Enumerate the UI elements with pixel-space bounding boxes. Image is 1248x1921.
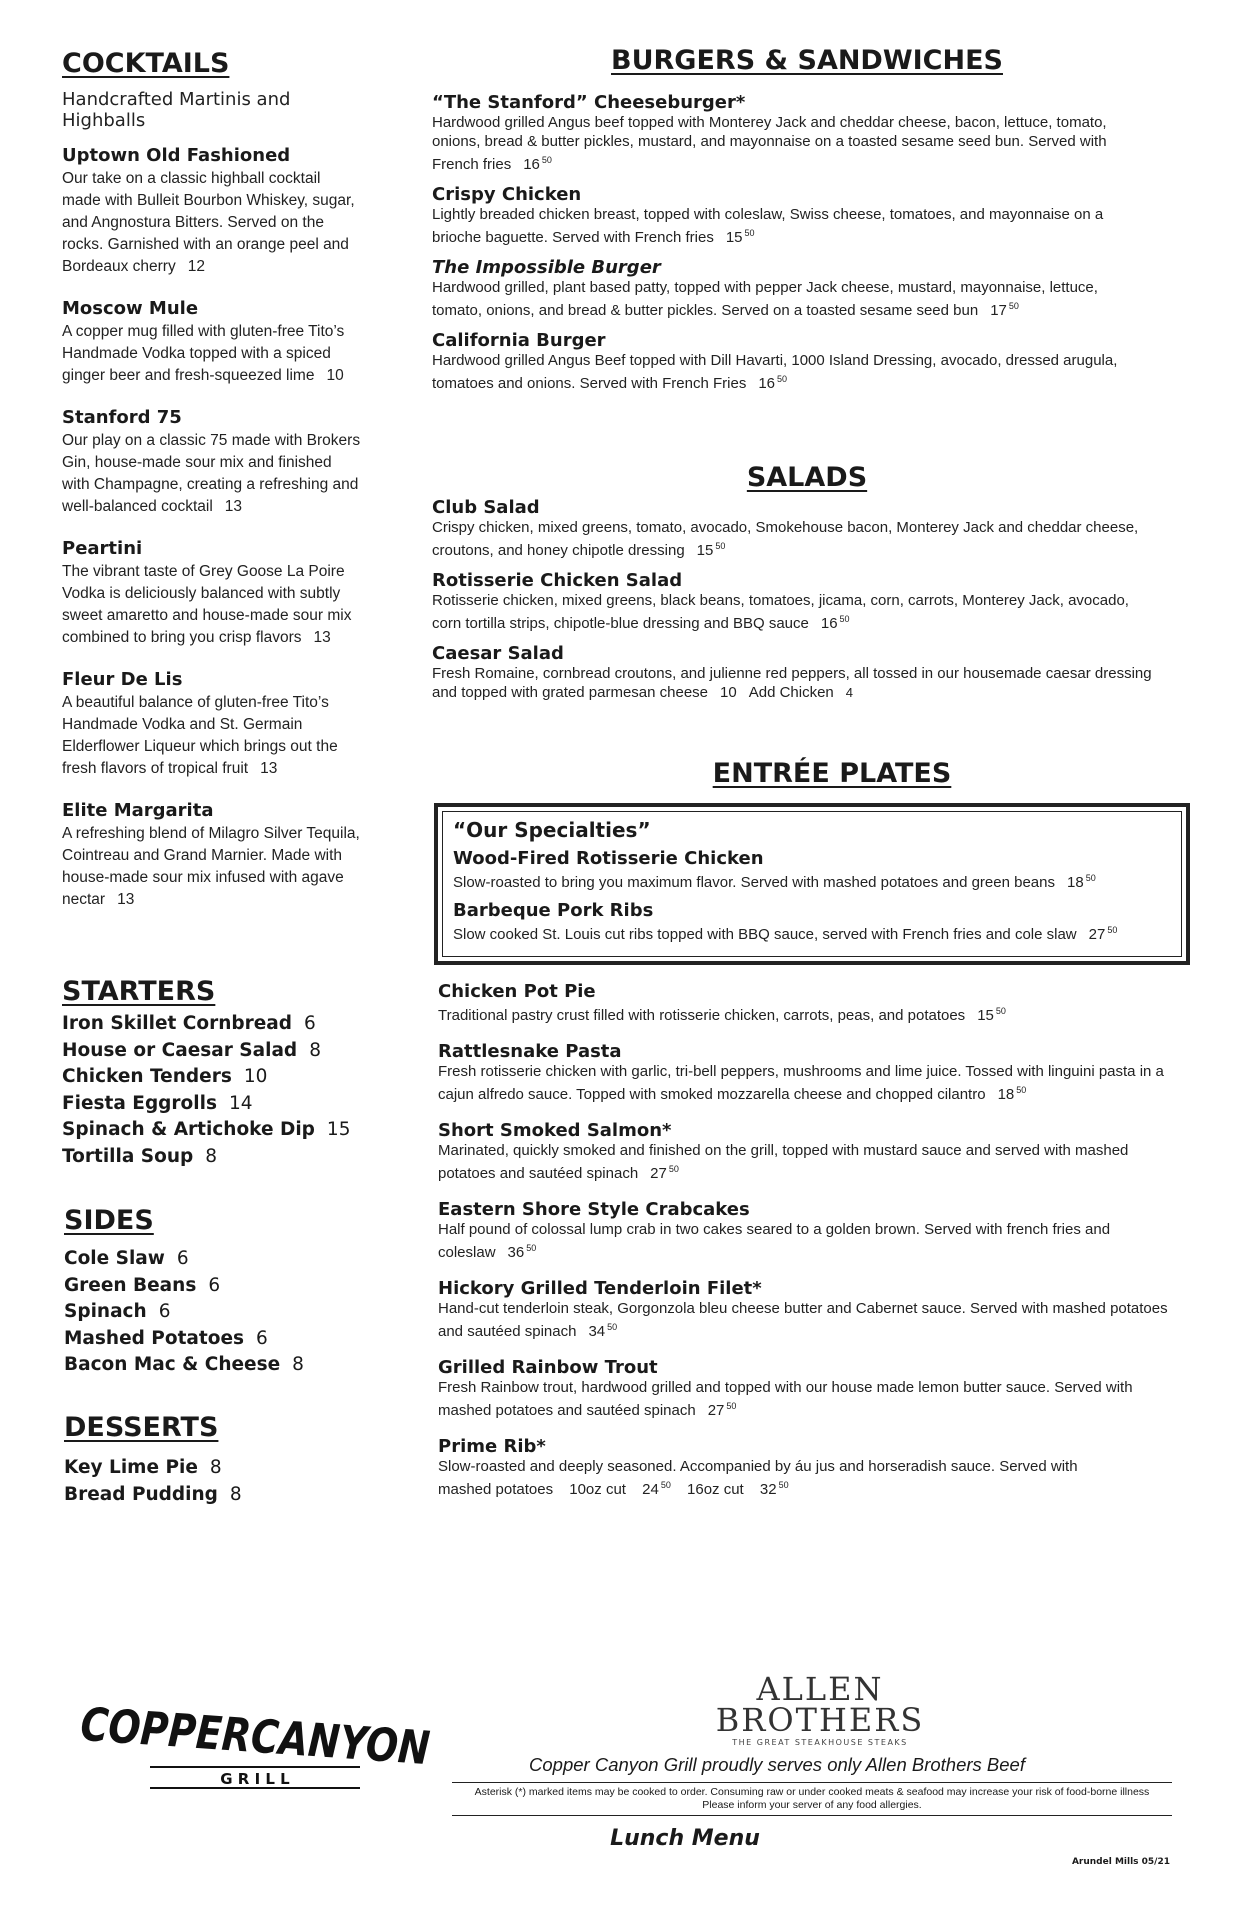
prime-rib-cut1: 10oz cut	[569, 1481, 626, 1498]
location-code: Arundel Mills 05/21	[1071, 1857, 1170, 1867]
starters-list	[62, 1011, 362, 1171]
burger-cents: 50	[541, 155, 552, 165]
side-price: 8	[292, 1354, 304, 1376]
starter-price: 15	[326, 1119, 351, 1141]
logo-main-text: COPPERCANYON	[78, 1696, 440, 1781]
entree-price: 18	[997, 1086, 1015, 1103]
cocktail-desc-text: A beautiful balance of gluten-free Tito’s Handmade Vodka and St. Germain Elderflower Liqueur which brings out the fresh flavors of tropical fruit	[62, 694, 338, 777]
dessert-price: 8	[229, 1483, 242, 1505]
side-name: Mashed Potatoes	[64, 1327, 245, 1349]
starter-name: Tortilla Soup	[62, 1145, 194, 1167]
entree-cents: 50	[526, 1243, 537, 1253]
burger-cents: 50	[744, 228, 755, 238]
entrees-heading: ENTRÉE PLATES	[712, 758, 952, 789]
copper-canyon-logo-mark	[70, 1690, 440, 1795]
specialty-desc	[453, 921, 1173, 944]
specialty-desc-text: Slow-roasted to bring you maximum flavor. Served with mashed potatoes and green beans	[453, 874, 1055, 891]
menu-title: Lunch Menu	[610, 1826, 760, 1851]
entree-item	[438, 1041, 1190, 1104]
side-price: 6	[158, 1301, 171, 1323]
salad-item	[432, 497, 1152, 560]
entree-desc	[438, 1002, 1178, 1025]
burger-desc	[432, 113, 1152, 174]
prime-rib-price1: 24	[642, 1481, 659, 1498]
entree-desc-text: Traditional pastry crust filled with rotisserie chicken, carrots, peas, and potatoes	[438, 1007, 966, 1024]
cocktail-item	[62, 538, 362, 649]
specialty-price: 27	[1088, 926, 1106, 943]
starter-item	[62, 1117, 362, 1144]
side-name: Green Beans	[64, 1274, 197, 1296]
starter-price: 8	[205, 1145, 218, 1167]
disclaimer-line2: Please inform your server of any food allergies.	[702, 1799, 922, 1811]
burger-price: 17	[990, 302, 1007, 319]
sides-list	[64, 1246, 364, 1379]
salad-item	[432, 643, 1152, 702]
desserts-heading: DESSERTS	[64, 1412, 219, 1443]
specialty-desc	[453, 869, 1173, 892]
entree-name: Hickory Grilled Tenderloin Filet*	[438, 1278, 762, 1299]
starter-item	[62, 1011, 362, 1038]
salads-list	[432, 497, 1152, 702]
entree-item	[438, 1357, 1190, 1420]
burger-price: 15	[725, 229, 743, 246]
entree-name: Grilled Rainbow Trout	[438, 1357, 658, 1378]
starter-item	[62, 1064, 362, 1091]
prime-rib-desc	[438, 1457, 1118, 1499]
cocktail-price: 13	[117, 891, 135, 908]
salad-extra-price: 4	[845, 685, 854, 700]
cocktail-desc-text: The vibrant taste of Grey Goose La Poire Vodka is deliciously balanced with subtly sweet amaretto and house-made sour mix combined to bring you crisp flavors	[62, 563, 352, 646]
cocktail-price: 10	[326, 367, 344, 384]
disclaimer-box	[452, 1782, 1172, 1816]
prime-rib-cents1: 50	[660, 1480, 671, 1490]
burger-desc	[432, 278, 1152, 320]
burger-price: 16	[758, 375, 776, 392]
salad-desc	[432, 664, 1152, 702]
dessert-item	[64, 1482, 364, 1509]
cocktail-name: Moscow Mule	[62, 298, 199, 319]
cocktail-item	[62, 800, 362, 911]
cocktail-desc	[62, 321, 362, 387]
starter-name: Spinach & Artichoke Dip	[62, 1119, 315, 1141]
cocktail-name: Stanford 75	[62, 407, 182, 428]
burger-desc	[432, 205, 1152, 247]
starters-heading: STARTERS	[62, 976, 216, 1007]
ab-line2: BROTHERS	[715, 1701, 925, 1739]
specialty-name: Wood-Fired Rotisserie Chicken	[453, 848, 764, 869]
entree-name: Rattlesnake Pasta	[438, 1041, 622, 1062]
burgers-heading: BURGERS & SANDWICHES	[611, 45, 1003, 76]
salad-price: 16	[820, 615, 838, 632]
burgers-list	[432, 92, 1152, 393]
cocktails-heading: COCKTAILS	[62, 48, 230, 79]
entree-desc	[438, 1299, 1178, 1341]
burger-desc-text: Hardwood grilled Angus Beef topped with Dill Havarti, 1000 Island Dressing, avocado, dressed arugula, tomatoes and onions. Served with French Fries	[432, 352, 1118, 392]
cocktail-price: 13	[313, 629, 331, 646]
salad-name: Caesar Salad	[432, 643, 564, 664]
burger-cents: 50	[1008, 301, 1019, 311]
cocktail-price: 13	[260, 760, 278, 777]
entree-desc-text: Fresh rotisserie chicken with garlic, tri-bell peppers, mushrooms and lime juice. Tossed with linguini pasta in a cajun alfredo sauce. Topped with smoked mozzarella cheese and chopped cilantro	[438, 1063, 1164, 1103]
entree-price: 27	[650, 1165, 667, 1182]
specialties-title: “Our Specialties”	[453, 818, 651, 842]
specialties-list	[453, 848, 1171, 944]
entree-name: Short Smoked Salmon*	[438, 1120, 672, 1141]
side-item	[64, 1246, 364, 1273]
burger-desc-text: Hardwood grilled Angus beef topped with Monterey Jack and cheddar cheese, bacon, lettuce, tomato, onions, bread & butter pickles, mustard, and mayonnaise on a toasted sesame seed bun. Served with French fries	[432, 114, 1107, 173]
specialty-item	[453, 900, 1171, 944]
salad-price: 15	[696, 542, 714, 559]
prime-rib-cut2: 16oz cut	[687, 1481, 744, 1498]
starters-section	[62, 976, 362, 1171]
desserts-section	[64, 1412, 364, 1508]
cocktail-desc	[62, 692, 362, 780]
cocktail-item	[62, 407, 362, 518]
sides-section	[64, 1205, 364, 1379]
cocktail-item	[62, 669, 362, 780]
burger-desc	[432, 351, 1152, 393]
specialty-item	[453, 848, 1171, 892]
dessert-name: Key Lime Pie	[64, 1457, 198, 1478]
starter-item	[62, 1038, 362, 1065]
salad-price: 10	[720, 684, 737, 701]
cocktail-name: Uptown Old Fashioned	[62, 145, 291, 166]
burger-name: California Burger	[432, 330, 606, 351]
entree-price: 15	[977, 1007, 994, 1024]
side-price: 6	[208, 1274, 221, 1296]
starter-price: 6	[304, 1013, 316, 1034]
allen-brothers-logo	[700, 1670, 940, 1747]
salad-name: Club Salad	[432, 497, 540, 518]
cocktail-item	[62, 298, 362, 387]
salad-desc	[432, 591, 1152, 633]
prime-rib-entry	[434, 1436, 1190, 1499]
cocktail-desc	[62, 430, 362, 518]
side-price: 6	[176, 1248, 189, 1269]
salad-desc-text: Crispy chicken, mixed greens, tomato, avocado, Smokehouse bacon, Monterey Jack and cheddar cheese, croutons, and honey chipotle dressing	[432, 519, 1139, 559]
entree-desc	[438, 1062, 1178, 1104]
entree-desc	[438, 1141, 1178, 1183]
dessert-name: Bread Pudding	[64, 1483, 218, 1505]
prime-rib-price2: 32	[759, 1481, 777, 1498]
cocktails-subtitle: Handcrafted Martinis and Highballs	[62, 89, 291, 131]
burger-item	[432, 184, 1152, 247]
prime-rib-cents2: 50	[778, 1480, 789, 1490]
specialty-cents: 50	[1085, 873, 1096, 883]
desserts-list	[64, 1455, 364, 1508]
entree-item	[438, 981, 1190, 1025]
entree-item	[438, 1278, 1190, 1341]
specialties-box	[434, 803, 1190, 965]
cocktail-list	[62, 145, 362, 911]
starter-item	[62, 1144, 362, 1171]
specialty-name: Barbeque Pork Ribs	[453, 900, 654, 921]
ab-line1: ALLEN	[756, 1670, 884, 1708]
cocktail-desc	[62, 561, 362, 649]
salad-cents: 50	[715, 541, 726, 551]
entree-desc	[438, 1378, 1178, 1420]
entree-desc-text: Marinated, quickly smoked and finished on the grill, topped with mustard sauce and served with mashed potatoes and sautéed spinach	[438, 1142, 1129, 1182]
entree-price: 36	[507, 1244, 525, 1261]
starter-name: Fiesta Eggrolls	[62, 1092, 217, 1114]
side-name: Cole Slaw	[64, 1248, 165, 1269]
specialties-inner	[442, 811, 1182, 957]
burgers-section	[432, 45, 1152, 403]
side-item	[64, 1273, 364, 1300]
entree-cents: 50	[668, 1164, 679, 1174]
burger-desc-text: Hardwood grilled, plant based patty, topped with pepper Jack cheese, mustard, mayonnaise, lettuce, tomato, onions, and bread & butter pickles. Served on a toasted sesame seed bun	[432, 279, 1098, 319]
cocktail-desc-text: A refreshing blend of Milagro Silver Tequila, Cointreau and Grand Marnier. Made with house-made sour mix infused with agave nectar	[62, 825, 360, 908]
cocktail-item	[62, 145, 362, 278]
entree-name: Eastern Shore Style Crabcakes	[438, 1199, 750, 1220]
logo-sub-text: G R I L L	[220, 1770, 290, 1788]
entree-price: 27	[707, 1402, 725, 1419]
cocktail-desc-text: A copper mug filled with gluten-free Tito’s Handmade Vodka topped with a spiced ginger beer and fresh-squeezed lime	[62, 323, 345, 384]
entree-item	[438, 1120, 1190, 1183]
entree-cents: 50	[1016, 1085, 1027, 1095]
burger-cents: 50	[777, 374, 788, 384]
cocktail-name: Elite Margarita	[62, 800, 214, 821]
cocktail-price: 12	[187, 258, 205, 275]
cocktail-name: Fleur De Lis	[62, 669, 183, 690]
side-item	[64, 1326, 364, 1353]
starter-name: Iron Skillet Cornbread	[62, 1013, 293, 1034]
cocktail-desc	[62, 823, 362, 911]
burger-item	[432, 257, 1152, 320]
cocktails-section	[62, 48, 362, 931]
entree-cents: 50	[607, 1322, 618, 1332]
salad-desc-text: Rotisserie chicken, mixed greens, black beans, tomatoes, jicama, corn, carrots, Monterey Jack, avocado, corn tortilla strips, chipotle-blue dressing and BBQ sauce	[432, 592, 1129, 632]
cocktail-name: Peartini	[62, 538, 143, 559]
entree-desc-text: Fresh Rainbow trout, hardwood grilled and topped with our house made lemon butter sauce. Served with mashed potatoes and sautéed spinach	[438, 1379, 1133, 1419]
prime-rib-name: Prime Rib*	[438, 1436, 546, 1457]
entree-name: Chicken Pot Pie	[438, 981, 596, 1002]
cocktail-price: 13	[224, 498, 243, 515]
side-item	[64, 1352, 364, 1379]
specialty-price: 18	[1067, 874, 1084, 891]
side-name: Spinach	[64, 1301, 147, 1323]
dessert-item	[64, 1455, 364, 1482]
entree-desc-text: Half pound of colossal lump crab in two cakes seared to a golden brown. Served with french fries and coleslaw	[438, 1221, 1111, 1261]
salad-item	[432, 570, 1152, 633]
burger-item	[432, 330, 1152, 393]
burger-item	[432, 92, 1152, 174]
burger-price: 16	[523, 156, 540, 173]
salad-name: Rotisserie Chicken Salad	[432, 570, 683, 591]
entree-desc-text: Hand-cut tenderloin steak, Gorgonzola bleu cheese butter and Cabernet sauce. Served with mashed potatoes and sautéed spinach	[438, 1300, 1168, 1340]
starter-name: Chicken Tenders	[62, 1066, 232, 1088]
entrees-list	[434, 981, 1190, 1420]
salad-cents: 50	[839, 614, 850, 624]
cocktail-desc-text: Our play on a classic 75 made with Brokers Gin, house-made sour mix and finished with Champagne, creating a refreshing and well-balanced cocktail	[62, 432, 361, 515]
dessert-price: 8	[209, 1457, 222, 1478]
entrees-section	[434, 758, 1190, 1511]
cocktail-desc	[62, 168, 362, 278]
starter-item	[62, 1091, 362, 1118]
side-name: Bacon Mac & Cheese	[64, 1354, 281, 1376]
burger-name: “The Stanford” Cheeseburger*	[432, 92, 746, 113]
specialty-desc-text: Slow cooked St. Louis cut ribs topped with BBQ sauce, served with French fries and cole slaw	[453, 926, 1077, 943]
entree-item	[438, 1199, 1190, 1262]
salad-desc-text: Fresh Romaine, cornbread croutons, and julienne red peppers, all tossed in our housemade caesar dressing and topped with grated parmesan cheese	[432, 665, 1152, 701]
cocktail-desc-text: Our take on a classic highball cocktail made with Bulleit Bourbon Whiskey, sugar, and Angnostura Bitters. Served on the rocks. Garnished with an orange peel and Bordeaux cherry	[62, 170, 355, 275]
side-price: 6	[256, 1327, 268, 1349]
burger-desc-text: Lightly breaded chicken breast, topped with coleslaw, Swiss cheese, tomatoes, and mayonnaise on a brioche baguette. Served with French fries	[432, 206, 1104, 246]
starter-price: 14	[228, 1092, 253, 1114]
serves-line: Copper Canyon Grill proudly serves only Allen Brothers Beef	[529, 1754, 1025, 1775]
burger-name: Crispy Chicken	[432, 184, 582, 205]
salad-extra-label: Add Chicken	[748, 684, 834, 701]
side-item	[64, 1299, 364, 1326]
entree-price: 34	[588, 1323, 606, 1340]
ab-tagline: THE GREAT STEAKHOUSE STEAKS	[732, 1738, 908, 1747]
entree-cents: 50	[726, 1401, 737, 1411]
starter-price: 10	[243, 1066, 268, 1088]
entree-cents: 50	[995, 1006, 1006, 1016]
salads-section	[432, 462, 1152, 712]
disclaimer-line1: Asterisk (*) marked items may be cooked to order. Consuming raw or under cooked meats & seafood may increase your risk of food-borne illness	[474, 1786, 1150, 1798]
salad-desc	[432, 518, 1152, 560]
sides-heading: SIDES	[64, 1205, 154, 1236]
burger-name: The Impossible Burger	[432, 257, 661, 278]
salads-heading: SALADS	[746, 462, 868, 493]
specialty-cents: 50	[1107, 925, 1118, 935]
copper-canyon-logo	[70, 1690, 440, 1795]
entree-desc	[438, 1220, 1178, 1262]
prime-rib-description: Slow-roasted and deeply seasoned. Accompanied by áu jus and horseradish sauce. Served with mashed potatoes	[438, 1458, 1078, 1498]
starter-price: 8	[309, 1039, 321, 1061]
starter-name: House or Caesar Salad	[62, 1039, 298, 1061]
